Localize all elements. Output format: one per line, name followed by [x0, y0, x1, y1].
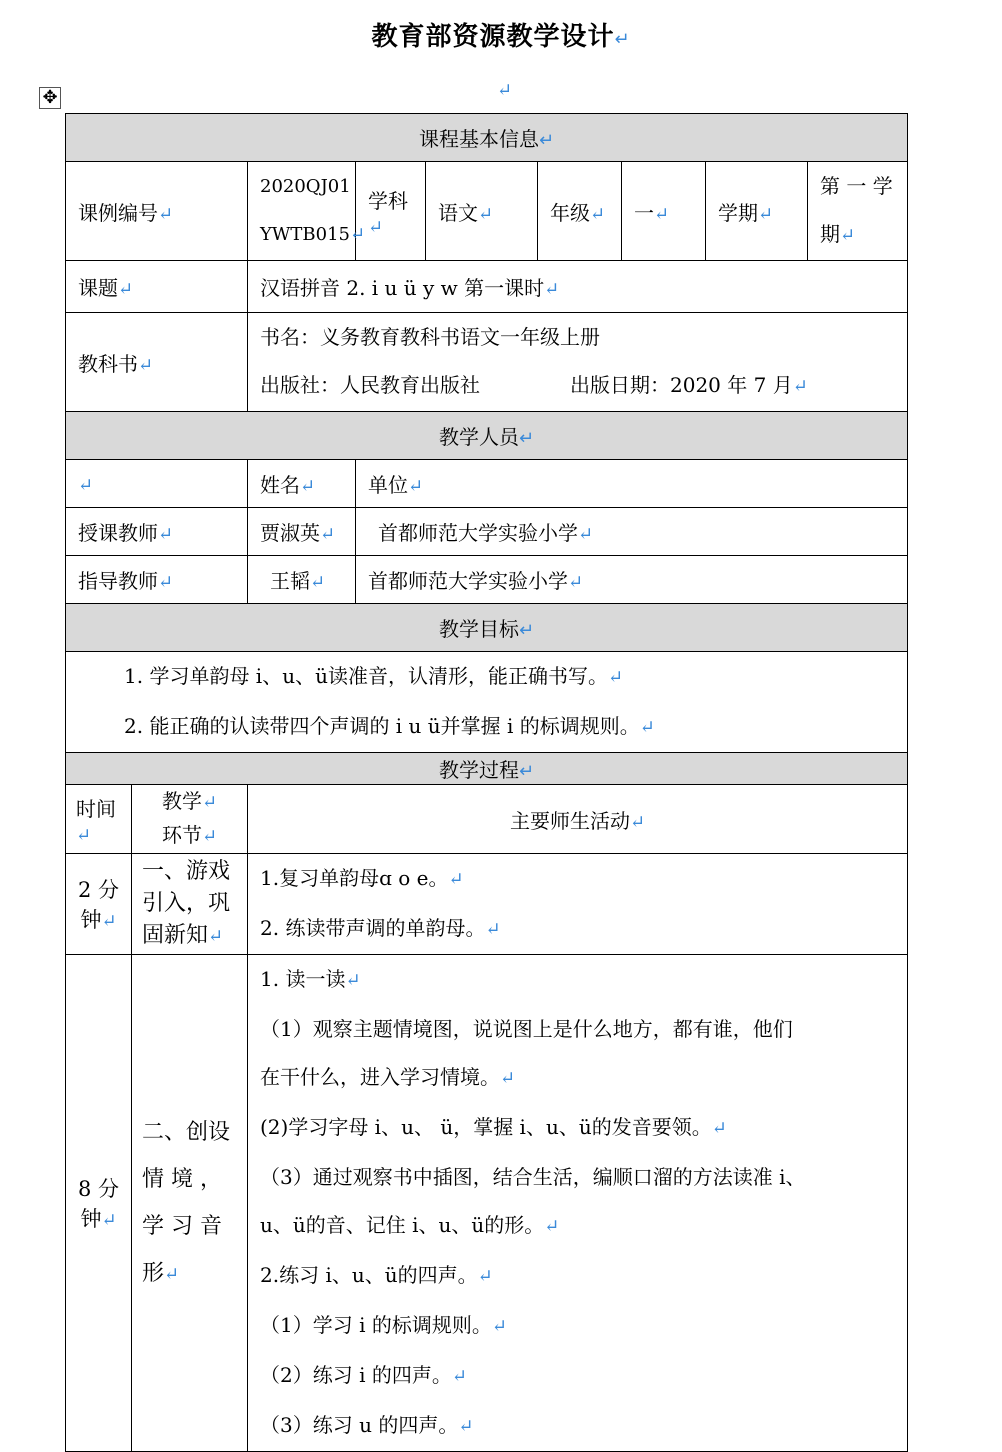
section-goals: 教学目标↵ [66, 604, 908, 652]
section-staff: 教学人员↵ [66, 412, 908, 460]
topic-value: 汉语拼音 2. i u ü y w 第一课时↵ [248, 261, 908, 313]
code-label: 课例编号↵ [66, 162, 248, 261]
grade-value: 一↵ [622, 162, 706, 261]
staff-name: 贾淑英↵ [248, 508, 356, 556]
staff-role: 指导教师↵ [66, 556, 248, 604]
section-basic-info: 课程基本信息↵ [66, 114, 908, 162]
goal-item: 2. 能正确的认读带四个声调的 i u ü并掌握 i 的标调规则。↵ [124, 714, 655, 738]
process-stage: 一、游戏引入，巩固新知↵ [132, 854, 248, 955]
code-value: 2020QJ01 YWTB015↵ [248, 162, 356, 261]
process-time: 2 分钟↵ [66, 854, 132, 955]
term-label: 学期↵ [706, 162, 808, 261]
textbook-label: 教科书↵ [66, 313, 248, 412]
grade-label: 年级↵ [538, 162, 622, 261]
lesson-plan-table [65, 113, 908, 1452]
document-title: 教育部资源教学设计↵ [371, 22, 631, 52]
time-header: 时间↵ [66, 785, 132, 854]
staff-unit: 首都师范大学实验小学↵ [356, 508, 908, 556]
staff-role-header: ↵ [66, 460, 248, 508]
move-handle-icon[interactable]: ✥ [39, 87, 61, 109]
activity-header: 主要师生活动↵ [248, 785, 908, 854]
staff-name: 王韬↵ [248, 556, 356, 604]
subject-value: 语文↵ [426, 162, 538, 261]
term-value: 第 一 学 期↵ [808, 162, 908, 261]
goal-item: 1. 学习单韵母 i、u、ü读准音，认清形，能正确书写。↵ [124, 664, 624, 688]
process-stage: 二、创设情 境 ，学 习 音形↵ [132, 955, 248, 1452]
section-process: 教学过程↵ [66, 753, 908, 785]
process-activities: 1.复习单韵母ɑ o e。↵ 2. 练读带声调的单韵母。↵ [248, 854, 908, 955]
staff-name-header: 姓名↵ [248, 460, 356, 508]
process-activities: 1. 读一读↵ （1）观察主题情境图，说说图上是什么地方，都有谁，他们 在干什么，进入学习情境。↵ (2)学习字母 i、u、 ü，掌握 i、u、ü的发音要领。↵ （3）通过观察书中插图，结合生活，编顺口溜的方法读准 i、 u、ü的音、记住 i、u、ü的形。↵ 2.练习 i、u、ü的四声。↵ （1）学习 i 的标调规则。↵ （2）练习 i 的四声。↵ （3）练习 u 的四声。↵ [248, 955, 908, 1452]
subject-label: 学科↵ [356, 162, 426, 261]
process-time: 8 分钟↵ [66, 955, 132, 1452]
stage-header: 教学↵ 环节↵ [132, 785, 248, 854]
textbook-value: 书名：义务教育教科书语文一年级上册 出版社：人民教育出版社 出版日期：2020 年 7 月↵ [248, 313, 908, 412]
staff-role: 授课教师↵ [66, 508, 248, 556]
staff-unit-header: 单位↵ [356, 460, 908, 508]
staff-unit: 首都师范大学实验小学↵ [356, 556, 908, 604]
goals-list [66, 652, 908, 753]
topic-label: 课题↵ [66, 261, 248, 313]
paragraph-mark: ↵ [497, 80, 513, 101]
